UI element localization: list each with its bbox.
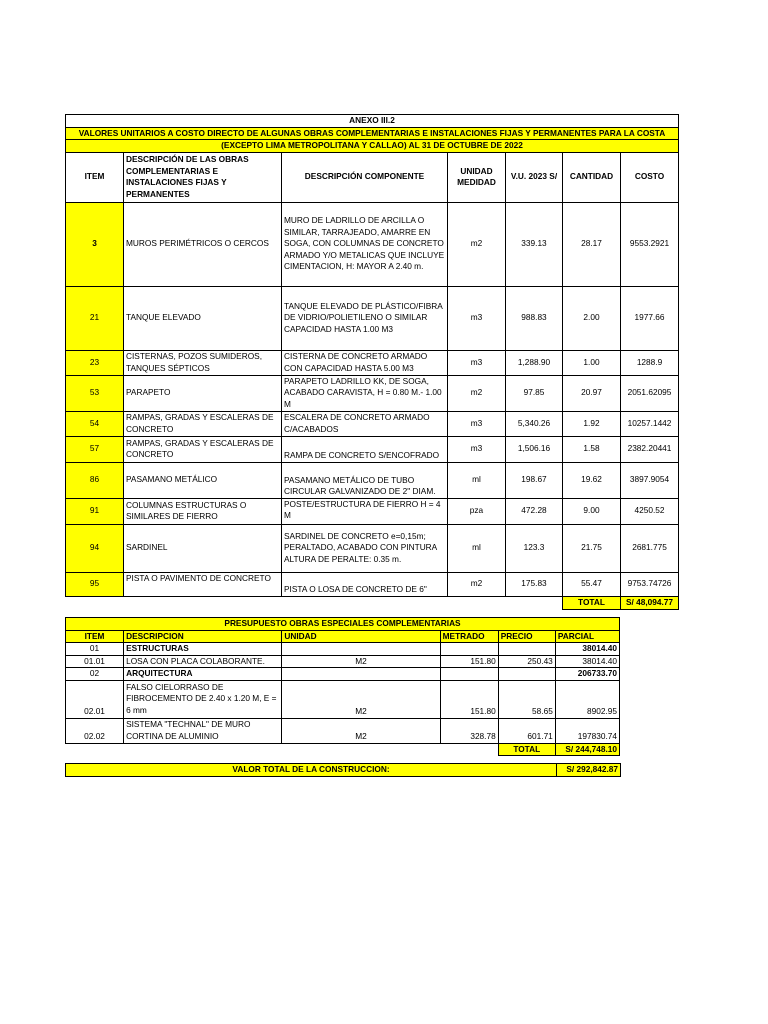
cell-costo: 2382.20441: [621, 436, 679, 462]
anexo-total-label: TOTAL: [563, 596, 621, 609]
cell-cantidad: 28.17: [563, 202, 621, 286]
anexo-table: [65, 114, 679, 610]
cell-costo: 1288.9: [621, 350, 679, 375]
table-row: [66, 436, 679, 462]
p-cell-precio: 250.43: [498, 655, 555, 668]
cell-unidad: m3: [448, 286, 506, 350]
p-cell-unidad: [282, 643, 440, 656]
cell-descripcion: MUROS PERIMÉTRICOS O CERCOS: [124, 202, 282, 286]
cell-descripcion: SARDINEL: [124, 524, 282, 572]
cell-vu: 198.67: [506, 462, 563, 498]
presupuesto-table: [65, 617, 620, 756]
cell-componente: TANQUE ELEVADO DE PLÁSTICO/FIBRA DE VIDRIO/POLIETILENO O SIMILAR CAPACIDAD HASTA 1.00 M3: [282, 286, 448, 350]
header-item: ITEM: [66, 152, 124, 202]
p-cell-item: 02.02: [66, 718, 124, 743]
anexo-total-value: S/ 48,094.77: [621, 596, 679, 609]
p-cell-unidad: M2: [282, 655, 440, 668]
cell-componente: MURO DE LADRILLO DE ARCILLA O SIMILAR, TARRAJEADO, AMARRE EN SOGA, CON COLUMNAS DE CONCRETO ARMADO Y/O METALICAS QUE INCLUYE CIMENTACION, H: MAYOR A 2.40 m.: [282, 202, 448, 286]
p-header-parcial: PARCIAL: [555, 630, 619, 643]
cell-costo: 1977.66: [621, 286, 679, 350]
cell-item: 95: [66, 572, 124, 596]
cell-vu: 97.85: [506, 375, 563, 411]
cell-item: 94: [66, 524, 124, 572]
p-cell-item: 01: [66, 643, 124, 656]
valor-total-value: S/ 292,842.87: [557, 764, 621, 777]
cell-cantidad: 1.92: [563, 411, 621, 436]
valor-total-label: VALOR TOTAL DE LA CONSTRUCCION:: [66, 764, 557, 777]
table-row: [66, 411, 679, 436]
presupuesto-total-label: TOTAL: [498, 743, 555, 756]
table-row: [66, 718, 620, 743]
p-cell-metrado: 151.80: [440, 680, 498, 718]
cell-descripcion: PASAMANO METÁLICO: [124, 462, 282, 498]
table-row: [66, 375, 679, 411]
p-cell-parcial: 38014.40: [555, 643, 619, 656]
p-cell-descripcion: ARQUITECTURA: [124, 668, 282, 681]
table-row: [66, 350, 679, 375]
p-cell-metrado: 151.80: [440, 655, 498, 668]
cell-item: 23: [66, 350, 124, 375]
cell-vu: 5,340.26: [506, 411, 563, 436]
cell-vu: 339.13: [506, 202, 563, 286]
cell-descripcion: PISTA O PAVIMENTO DE CONCRETO: [124, 572, 282, 596]
p-cell-item: 02.01: [66, 680, 124, 718]
p-cell-metrado: 328.78: [440, 718, 498, 743]
header-componente: DESCRIPCIÓN COMPONENTE: [282, 152, 448, 202]
valor-total-table: [65, 763, 621, 777]
cell-componente: PISTA O LOSA DE CONCRETO DE 6": [282, 572, 448, 596]
p-cell-parcial: 38014.40: [555, 655, 619, 668]
cell-cantidad: 1.00: [563, 350, 621, 375]
cell-componente: SARDINEL DE CONCRETO e=0,15m; PERALTADO, ACABADO CON PINTURA ALTURA DE PERALTE: 0.35 m.: [282, 524, 448, 572]
table-row: [66, 655, 620, 668]
p-cell-precio: 58.65: [498, 680, 555, 718]
cell-item: 54: [66, 411, 124, 436]
p-cell-descripcion: ESTRUCTURAS: [124, 643, 282, 656]
anexo-subtitle-2: (EXCEPTO LIMA METROPOLITANA Y CALLAO) AL 31 DE OCTUBRE DE 2022: [66, 140, 679, 153]
cell-costo: 9553.2921: [621, 202, 679, 286]
cell-unidad: m3: [448, 411, 506, 436]
header-cantidad: CANTIDAD: [563, 152, 621, 202]
p-cell-metrado: [440, 643, 498, 656]
cell-item: 91: [66, 498, 124, 524]
p-cell-parcial: 8902.95: [555, 680, 619, 718]
header-costo: COSTO: [621, 152, 679, 202]
cell-cantidad: 2.00: [563, 286, 621, 350]
table-row: [66, 286, 679, 350]
cell-descripcion: RAMPAS, GRADAS Y ESCALERAS DE CONCRETO: [124, 411, 282, 436]
cell-componente: POSTE/ESTRUCTURA DE FIERRO H = 4 M: [282, 498, 448, 524]
cell-costo: 4250.52: [621, 498, 679, 524]
cell-item: 3: [66, 202, 124, 286]
cell-cantidad: 9.00: [563, 498, 621, 524]
header-unidad: UNIDAD MEDIDAD: [448, 152, 506, 202]
p-cell-unidad: M2: [282, 718, 440, 743]
p-header-metrado: METRADO: [440, 630, 498, 643]
p-cell-parcial: 206733.70: [555, 668, 619, 681]
cell-vu: 1,288.90: [506, 350, 563, 375]
cell-componente: CISTERNA DE CONCRETO ARMADO CON CAPACIDAD HASTA 5.00 M3: [282, 350, 448, 375]
cell-vu: 123.3: [506, 524, 563, 572]
cell-unidad: m2: [448, 202, 506, 286]
p-header-precio: PRECIO: [498, 630, 555, 643]
cell-vu: 1,506.16: [506, 436, 563, 462]
cell-componente: PARAPETO LADRILLO KK, DE SOGA, ACABADO CARAVISTA, H = 0.80 M.- 1.00 M: [282, 375, 448, 411]
cell-descripcion: PARAPETO: [124, 375, 282, 411]
presupuesto-total-value: S/ 244,748.10: [555, 743, 619, 756]
cell-unidad: pza: [448, 498, 506, 524]
p-cell-precio: [498, 668, 555, 681]
cell-vu: 472.28: [506, 498, 563, 524]
cell-componente: ESCALERA DE CONCRETO ARMADO C/ACABADOS: [282, 411, 448, 436]
cell-costo: 9753.74726: [621, 572, 679, 596]
p-cell-precio: 601.71: [498, 718, 555, 743]
cell-costo: 3897.9054: [621, 462, 679, 498]
p-header-item: ITEM: [66, 630, 124, 643]
cell-descripcion: RAMPAS, GRADAS Y ESCALERAS DE CONCRETO: [124, 436, 282, 462]
table-row: [66, 680, 620, 718]
header-vu: V.U. 2023 S/: [506, 152, 563, 202]
p-header-descripcion: DESCRIPCION: [124, 630, 282, 643]
cell-unidad: ml: [448, 524, 506, 572]
p-cell-unidad: [282, 668, 440, 681]
table-row: [66, 202, 679, 286]
table-row: [66, 498, 679, 524]
cell-unidad: ml: [448, 462, 506, 498]
p-cell-unidad: M2: [282, 680, 440, 718]
cell-costo: 2681.775: [621, 524, 679, 572]
header-descripcion: DESCRIPCIÓN DE LAS OBRAS COMPLEMENTARIAS E INSTALACIONES FIJAS Y PERMANENTES: [124, 152, 282, 202]
cell-unidad: m2: [448, 375, 506, 411]
table-row: [66, 462, 679, 498]
cell-cantidad: 21.75: [563, 524, 621, 572]
p-cell-descripcion: FALSO CIELORRASO DE FIBROCEMENTO DE 2.40 x 1.20 M, E = 6 mm: [124, 680, 282, 718]
cell-componente: RAMPA DE CONCRETO S/ENCOFRADO: [282, 436, 448, 462]
p-cell-descripcion: LOSA CON PLACA COLABORANTE.: [124, 655, 282, 668]
p-cell-parcial: 197830.74: [555, 718, 619, 743]
cell-costo: 10257.1442: [621, 411, 679, 436]
cell-costo: 2051.62095: [621, 375, 679, 411]
cell-cantidad: 19.62: [563, 462, 621, 498]
cell-cantidad: 20.97: [563, 375, 621, 411]
cell-vu: 175.83: [506, 572, 563, 596]
table-row: [66, 524, 679, 572]
p-cell-item: 01.01: [66, 655, 124, 668]
presupuesto-title: PRESUPUESTO OBRAS ESPECIALES COMPLEMENTARIAS: [66, 618, 620, 631]
cell-cantidad: 1.58: [563, 436, 621, 462]
cell-unidad: m2: [448, 572, 506, 596]
cell-vu: 988.83: [506, 286, 563, 350]
p-cell-precio: [498, 643, 555, 656]
table-row: [66, 643, 620, 656]
cell-item: 57: [66, 436, 124, 462]
cell-cantidad: 55.47: [563, 572, 621, 596]
anexo-subtitle-1: VALORES UNITARIOS A COSTO DIRECTO DE ALGUNAS OBRAS COMPLEMENTARIAS E INSTALACIONES FIJAS Y PERMANENTES PARA LA COSTA: [66, 127, 679, 140]
cell-descripcion: CISTERNAS, POZOS SUMIDEROS, TANQUES SÉPTICOS: [124, 350, 282, 375]
table-row: [66, 572, 679, 596]
p-cell-metrado: [440, 668, 498, 681]
cell-unidad: m3: [448, 350, 506, 375]
p-cell-descripcion: SISTEMA "TECHNAL" DE MURO CORTINA DE ALUMINIO: [124, 718, 282, 743]
cell-descripcion: COLUMNAS ESTRUCTURAS O SIMILARES DE FIERRO: [124, 498, 282, 524]
cell-item: 21: [66, 286, 124, 350]
anexo-title: ANEXO III.2: [66, 115, 679, 128]
cell-unidad: m3: [448, 436, 506, 462]
cell-item: 53: [66, 375, 124, 411]
table-row: [66, 668, 620, 681]
p-header-unidad: UNIDAD: [282, 630, 440, 643]
cell-item: 86: [66, 462, 124, 498]
p-cell-item: 02: [66, 668, 124, 681]
cell-componente: PASAMANO METÁLICO DE TUBO CIRCULAR GALVANIZADO DE 2" DIAM.: [282, 462, 448, 498]
cell-descripcion: TANQUE ELEVADO: [124, 286, 282, 350]
